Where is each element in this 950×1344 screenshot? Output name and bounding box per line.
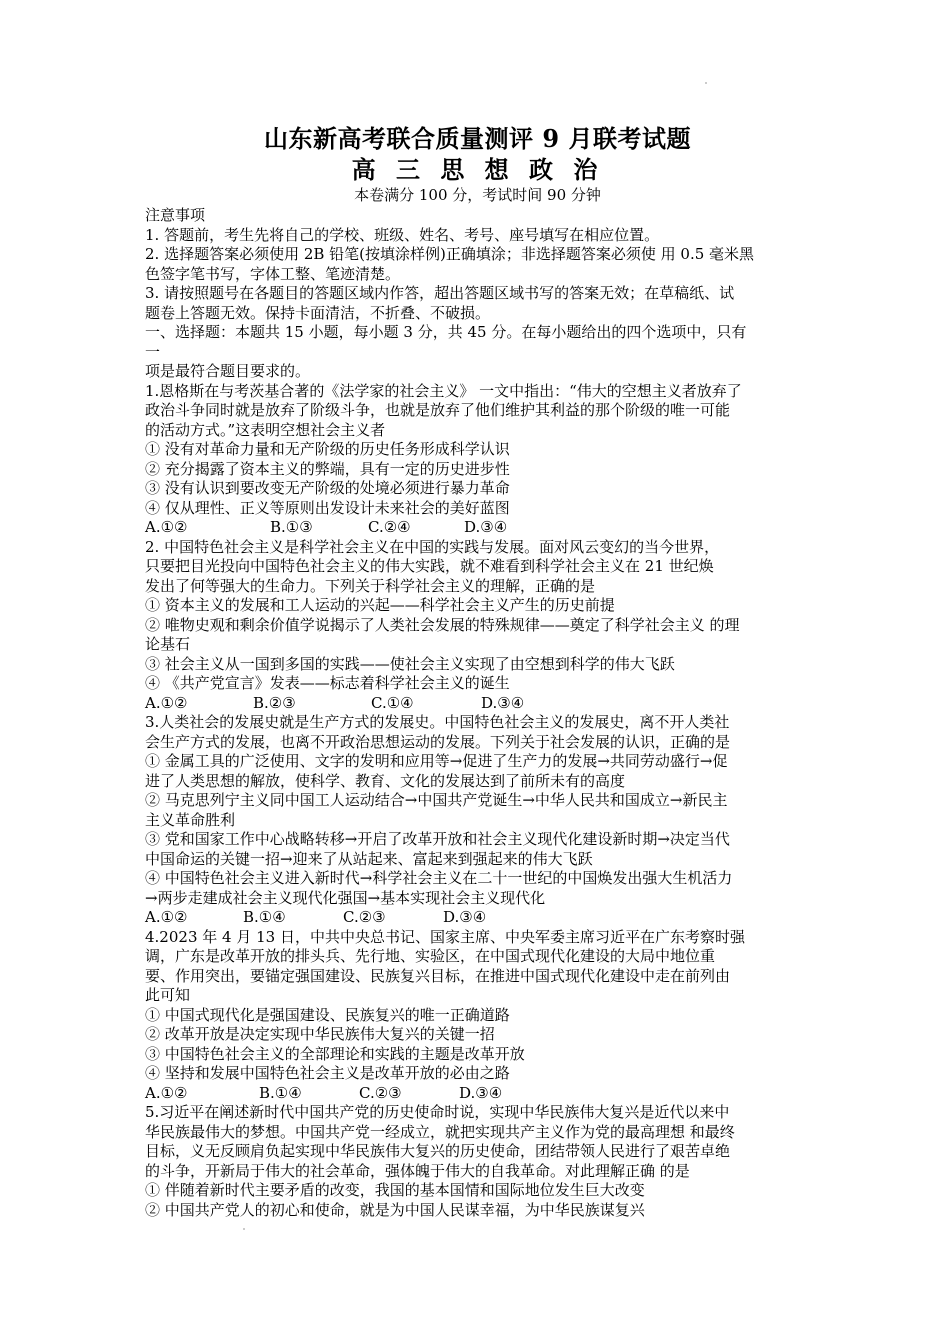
option-d: D.③④ bbox=[459, 1083, 503, 1102]
option-d: D.③④ bbox=[464, 518, 508, 536]
question-line: 要、作用突出，要锚定强国建设、民族复兴目标，在推进中国式现代化建设中走在前列由 bbox=[145, 966, 731, 985]
statement-line: ① 金属工具的广泛使用、文字的发明和应用等→促进了生产力的发展→共同劳动盛行→促 bbox=[145, 752, 728, 770]
statement-line: ② 改革开放是决定实现中华民族伟大复兴的关键一招 bbox=[145, 1025, 495, 1043]
option-b: B.①④ bbox=[259, 1083, 302, 1102]
option-d: D.③④ bbox=[443, 908, 487, 926]
statement-line: ② 唯物史观和剩余价值学说揭示了人类社会发展的特殊规律——奠定了科学社会主义 的理 bbox=[145, 615, 740, 634]
question-line: 目标，义无反顾肩负起实现中华民族伟大复兴的历史使命，团结带领人民进行了艰苦卓绝 bbox=[145, 1142, 731, 1160]
section-heading bbox=[145, 323, 810, 382]
question-line: 3.人类社会的发展史就是生产方式的发展史。中国特色社会主义的发展史，离不开人类社 bbox=[145, 713, 730, 731]
statement-line: ④ 《共产党宣言》发表——标志着科学社会主义的诞生 bbox=[145, 674, 510, 692]
question-line: 4.2023 年 4 月 13 日，中共中央总书记、国家主席、中央军委主席习近平在广东考察时强 bbox=[145, 927, 745, 946]
question-5 bbox=[145, 1103, 810, 1220]
question-4 bbox=[145, 928, 810, 1104]
question-line: 发出了何等强大的生命力。下列关于科学社会主义的理解，正确的是 bbox=[145, 576, 596, 595]
statement-line: ③ 没有认识到要改变无产阶级的处境必须进行暴力革命 bbox=[145, 479, 510, 497]
exam-page bbox=[145, 122, 810, 1220]
question-line: 政治斗争同时就是放弃了阶级斗争，也就是放弃了他们维护其利益的那个阶级的唯一可能 bbox=[145, 401, 731, 419]
statement-line: 论基石 bbox=[145, 635, 191, 653]
option-b: B.①④ bbox=[243, 908, 286, 926]
section-line: 项是最符合题目要求的。 bbox=[145, 362, 311, 380]
answer-options bbox=[145, 908, 810, 928]
option-c: C.②④ bbox=[368, 518, 411, 536]
answer-options bbox=[145, 694, 810, 714]
option-c: C.①④ bbox=[371, 693, 414, 712]
question-line: 只要把目光投向中国特色社会主义的伟大实践，就不难看到科学社会主义在 21 世纪焕 bbox=[145, 557, 714, 575]
statement-line: ④ 中国特色社会主义进入新时代→科学社会主义在二十一世纪的中国焕发出强大生机活力 bbox=[145, 869, 733, 887]
question-line: 2. 中国特色社会主义是科学社会主义在中国的实践与发展。面对风云变幻的当今世界， bbox=[145, 537, 720, 556]
statement-line: ③ 中国特色社会主义的全部理论和实践的主题是改革开放 bbox=[145, 1044, 525, 1063]
option-b: B.①③ bbox=[270, 518, 313, 536]
question-line: 的活动方式。”这表明空想社会主义者 bbox=[145, 420, 386, 439]
option-b: B.②③ bbox=[253, 693, 296, 712]
statement-line: 中国命运的关键一招→迎来了从站起来、富起来到强起来的伟大飞跃 bbox=[145, 849, 593, 868]
question-line: 的斗争，开新局于伟大的社会革命，强体魄于伟大的自我革命。对此理解正确 的是 bbox=[145, 1161, 690, 1180]
exam-subject: 高 三 思 想 政 治 bbox=[351, 155, 604, 184]
option-a: A.①② bbox=[145, 693, 188, 712]
statement-line: ① 资本主义的发展和工人运动的兴起——科学社会主义产生的历史前提 bbox=[145, 596, 615, 614]
statement-line: ④ 坚持和发展中国特色社会主义是改革开放的必由之路 bbox=[145, 1064, 510, 1082]
statement-line: ② 马克思列宁主义同中国工人运动结合→中国共产党诞生→中华人民共和国成立→新民主 bbox=[145, 791, 728, 809]
option-d: D.③④ bbox=[481, 693, 525, 712]
option-c: C.②③ bbox=[359, 1083, 402, 1102]
option-a: A.①② bbox=[145, 518, 188, 536]
option-a: A.①② bbox=[145, 908, 188, 926]
scan-speck bbox=[243, 1228, 245, 1230]
question-1 bbox=[145, 382, 810, 538]
notice-heading: 注意事项 bbox=[145, 206, 206, 224]
scan-speck bbox=[705, 82, 707, 84]
question-line: 会生产方式的发展，也离不开政治思想运动的发展。下列关于社会发展的认识，正确的是 bbox=[145, 732, 731, 751]
option-a: A.①② bbox=[145, 1083, 188, 1102]
answer-options bbox=[145, 1084, 810, 1104]
question-line: 华民族最伟大的梦想。中国共产党一经成立，就把实现共产主义作为党的最高理想 和最终 bbox=[145, 1122, 735, 1141]
statement-line: ③ 社会主义从一国到多国的实践——使社会主义实现了由空想到科学的伟大飞跃 bbox=[145, 654, 675, 673]
notice-line: 3. 请按照题号在各题目的答题区域内作答，超出答题区域书写的答案无效；在草稿纸、试 bbox=[145, 284, 735, 302]
option-c: C.②③ bbox=[343, 908, 386, 926]
statement-line: ① 中国式现代化是强国建设、民族复兴的唯一正确道路 bbox=[145, 1005, 510, 1024]
exam-meta: 本卷满分 100 分，考试时间 90 分钟 bbox=[354, 186, 601, 204]
section-line: 一、选择题：本题共 15 小题，每小题 3 分，共 45 分。在每小题给出的四个选项中，只有 bbox=[145, 323, 747, 341]
answer-options bbox=[145, 518, 810, 538]
question-line: 此可知 bbox=[145, 986, 191, 1004]
notice-line: 2. 选择题答案必须使用 2B 铅笔(按填涂样例)正确填涂；非选择题答案必须使 用 0.5 毫米黑 bbox=[145, 245, 755, 263]
statement-line: ② 中国共产党人的初心和使命，就是为中国人民谋幸福，为中华民族谋复兴 bbox=[145, 1200, 645, 1219]
question-line: 调，广东是改革开放的排头兵、先行地、实验区，在中国式现代化建设的大局中地位重 bbox=[145, 947, 716, 965]
statement-line: ④ 仅从理性、正义等原则出发设计未来社会的美好蓝图 bbox=[145, 498, 510, 517]
section-line: 一 bbox=[145, 342, 161, 361]
notice-line: 题卷上答题无效。保持卡面清洁，不折叠、不破损。 bbox=[145, 303, 491, 322]
question-2 bbox=[145, 538, 810, 714]
question-line: 1.恩格斯在与考茨基合著的《法学家的社会主义》 一文中指出：“伟大的空想主义者放弃了 bbox=[145, 381, 742, 400]
exam-title: 山东新高考联合质量测评 9 月联考试题 bbox=[264, 124, 691, 153]
statement-line: ③ 党和国家工作中心战略转移→开启了改革开放和社会主义现代化建设新时期→决定当代 bbox=[145, 830, 730, 848]
statement-line: ② 充分揭露了资本主义的弊端，具有一定的历史进步性 bbox=[145, 459, 510, 478]
notice-line: 1. 答题前，考生先将自己的学校、班级、姓名、考号、座号填写在相应位置。 bbox=[145, 225, 660, 244]
question-3 bbox=[145, 713, 810, 928]
statement-line: 进了人类思想的解放，使科学、教育、文化的发展达到了前所未有的高度 bbox=[145, 771, 626, 790]
notice-block bbox=[145, 206, 810, 323]
statement-line: ① 伴随着新时代主要矛盾的改变，我国的基本国情和国际地位发生巨大改变 bbox=[145, 1181, 645, 1199]
statement-line: 主义革命胜利 bbox=[145, 810, 236, 829]
statement-line: ① 没有对革命力量和无产阶级的历史任务形成科学认识 bbox=[145, 440, 510, 458]
question-line: 5.习近平在阐述新时代中国共产党的历史使命时说，实现中华民族伟大复兴是近代以来中 bbox=[145, 1103, 730, 1121]
statement-line: →两步走建成社会主义现代化强国→基本实现社会主义现代化 bbox=[145, 888, 546, 907]
notice-line: 色签字笔书写，字体工整、笔迹清楚。 bbox=[145, 264, 401, 283]
